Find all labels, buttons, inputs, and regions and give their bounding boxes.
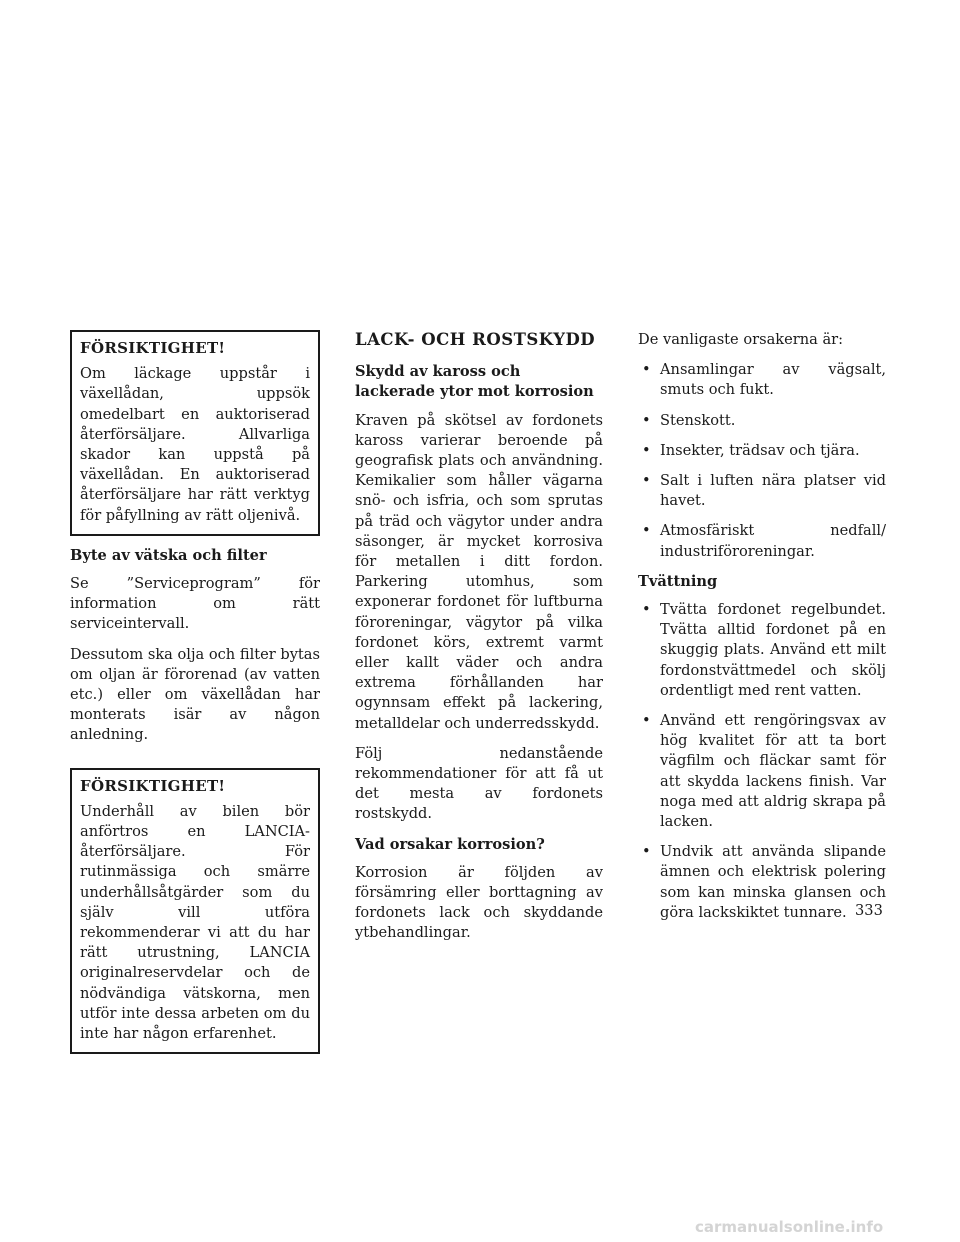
list-item: • Stenskott. <box>638 411 886 431</box>
list-item: • Undvik att använda slipande ämnen och elektrisk polering som kan minska glansen och göra lackskiktet tunnare. <box>638 842 886 923</box>
list-item: • Atmosfäriskt nedfall/ industriföroreningar. <box>638 521 886 561</box>
list-item: • Insekter, trädsav och tjära. <box>638 441 886 461</box>
page-number: 333 <box>855 902 883 919</box>
subheading-washing: Tvättning <box>638 572 718 590</box>
caution-text: Underhåll av bilen bör anförtros en LANCIA-återförsäljare. För rutinmässiga och smärre underhållsåtgärder som du själv vill utföra rekommenderar vi att du har rätt utrustning, LANCIA originalreservdelar och de nödvändiga vätskorna, men utför inte dessa arbeten om du inte har någon erfarenhet. <box>80 802 310 1043</box>
list-item: • Ansamlingar av vägsalt, smuts och fukt. <box>638 360 886 400</box>
list-item: • Salt i luften nära platser vid havet. <box>638 471 886 511</box>
paragraph: Kraven på skötsel av fordonets kaross varierar beroende på geografisk plats och användning. Kemikalier som håller vägarna snö- och isfria, och som sprutas på träd och vägytor under andra säsonger, är mycket korrosiva för metallen i ditt fordon. Parkering utomhus, som exponerar fordonet för luftburna föroreningar, vägytor på vilka fordonet körs, extremt varmt eller kallt väder och andra extrema förhållanden har ogynnsam effekt på lackering, metalldelar och underredsskydd. <box>355 411 603 732</box>
section-heading-fluid-filter: Byte av vätska och filter <box>70 546 267 564</box>
paragraph: Se ”Serviceprogram” för information om rätt serviceintervall. <box>70 575 320 633</box>
subheading-protection: Skydd av kaross och lackerade ytor mot korrosion <box>355 363 594 401</box>
paragraph: Följ nedanstående rekommendationer för att få ut det mesta av fordonets rostskydd. <box>355 744 603 823</box>
section-title: LACK- OCH ROSTSKYDD <box>355 330 596 349</box>
causes-list <box>638 360 886 562</box>
middle-column <box>355 330 603 954</box>
list-item: • Tvätta fordonet regelbundet. Tvätta alltid fordonet på en skuggig plats. Använd ett milt fordonstvättmedel och skölj ordentligt med rent vatten. <box>638 600 886 701</box>
left-column <box>70 330 320 1064</box>
caution-title: FÖRSIKTIGHET! <box>80 776 226 795</box>
right-column <box>638 330 886 933</box>
caution-box-maintenance <box>70 768 320 1055</box>
watermark-text: carmanualsonline.info <box>695 1218 884 1236</box>
subheading-corrosion-causes: Vad orsakar korrosion? <box>355 835 545 853</box>
list-item: • Använd ett rengöringsvax av hög kvalitet för att ta bort vägfilm och fläckar samt för att skydda lackens finish. Var noga med att aldrig skrapa på lacken. <box>638 711 886 832</box>
caution-title: FÖRSIKTIGHET! <box>80 339 226 357</box>
caution-text: Om läckage uppstår i växellådan, uppsök omedelbart en auktoriserad återförsäljare. Allvarliga skador kan uppstå på växellådan. En auktoriserad återförsäljare har rätt verktyg för påfyllning av rätt oljenivå. <box>80 365 310 524</box>
paragraph: Korrosion är följden av försämring eller borttagning av fordonets lack och skyddande ytbehandlingar. <box>355 863 603 942</box>
causes-intro: De vanligaste orsakerna är: <box>638 331 844 348</box>
washing-list <box>638 600 886 923</box>
caution-box-transmission <box>70 330 320 536</box>
paragraph: Dessutom ska olja och filter bytas om oljan är förorenad (av vatten etc.) eller om växellådan har monterats isär av någon anledning. <box>70 645 320 744</box>
